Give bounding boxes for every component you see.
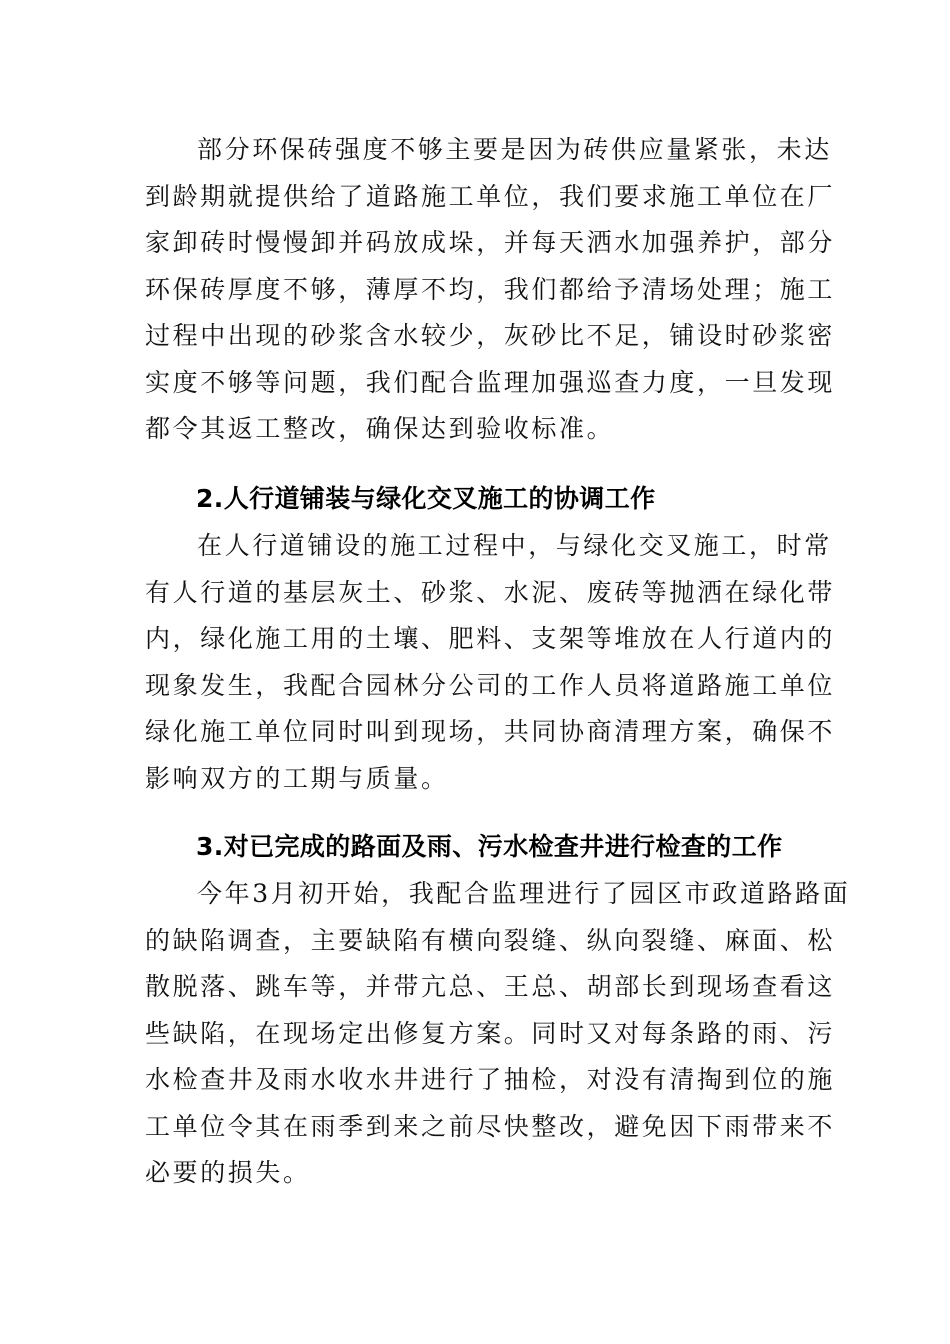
paragraph-line: 部分环保砖强度不够主要是因为砖供应量紧张，未达 [197,135,832,164]
paragraph-line: 工单位令其在雨季到来之前尽快整改，避免因下雨带来不 [145,1111,836,1141]
paragraph-line: 都令其返工整改，确保达到验收标准。 [145,414,615,443]
paragraph-line: 影响双方的工期与质量。 [145,763,449,793]
paragraph-brick-quality [145,127,836,453]
section-heading-3: 3.对已完成的路面及雨、污水检查井进行检查的工作 [196,832,783,861]
paragraph-line: 有人行道的基层灰土、砂浆、水泥、废砖等抛洒在绿化带 [145,577,836,607]
paragraph-line: 些缺陷，在现场定出修复方案。同时又对每条路的雨、污 [145,1018,836,1048]
paragraph-road-inspection [145,871,851,1197]
paragraph-line: 过程中出现的砂浆含水较少，灰砂比不足，铺设时砂浆密 [145,321,836,350]
paragraph-sidewalk-greening [145,523,836,802]
paragraph-line: 家卸砖时慢慢卸并码放成垛，并每天洒水加强养护，部分 [145,228,836,257]
paragraph-line: 水检查井及雨水收水井进行了抽检，对没有清掏到位的施 [145,1065,836,1094]
paragraph-line: 现象发生，我配合园林分公司的工作人员将道路施工单位 [145,670,836,700]
paragraph-line: 实度不够等问题，我们配合监理加强巡查力度，一旦发现 [145,367,836,397]
paragraph-line: 的缺陷调查，主要缺陷有横向裂缝、纵向裂缝、麻面、松 [145,925,836,955]
paragraph-line: 环保砖厚度不够，薄厚不均，我们都给予清场处理；施工 [145,274,836,304]
section-heading-2: 2.人行道铺装与绿化交叉施工的协调工作 [196,484,656,513]
paragraph-line: 内，绿化施工用的土壤、肥料、支架等堆放在人行道内的 [145,624,836,653]
paragraph-line: 必要的损失。 [145,1158,311,1187]
paragraph-line: 在人行道铺设的施工过程中，与绿化交叉施工，时常 [197,531,832,560]
paragraph-line: 今年3月初开始，我配合监理进行了园区市政道路路面 [197,879,851,908]
paragraph-line: 到龄期就提供给了道路施工单位，我们要求施工单位在厂 [145,181,836,211]
paragraph-line: 绿化施工单位同时叫到现场，共同协商清理方案，确保不 [145,717,836,746]
paragraph-line: 散脱落、跳车等，并带亢总、王总、胡部长到现场查看这 [145,972,836,1001]
